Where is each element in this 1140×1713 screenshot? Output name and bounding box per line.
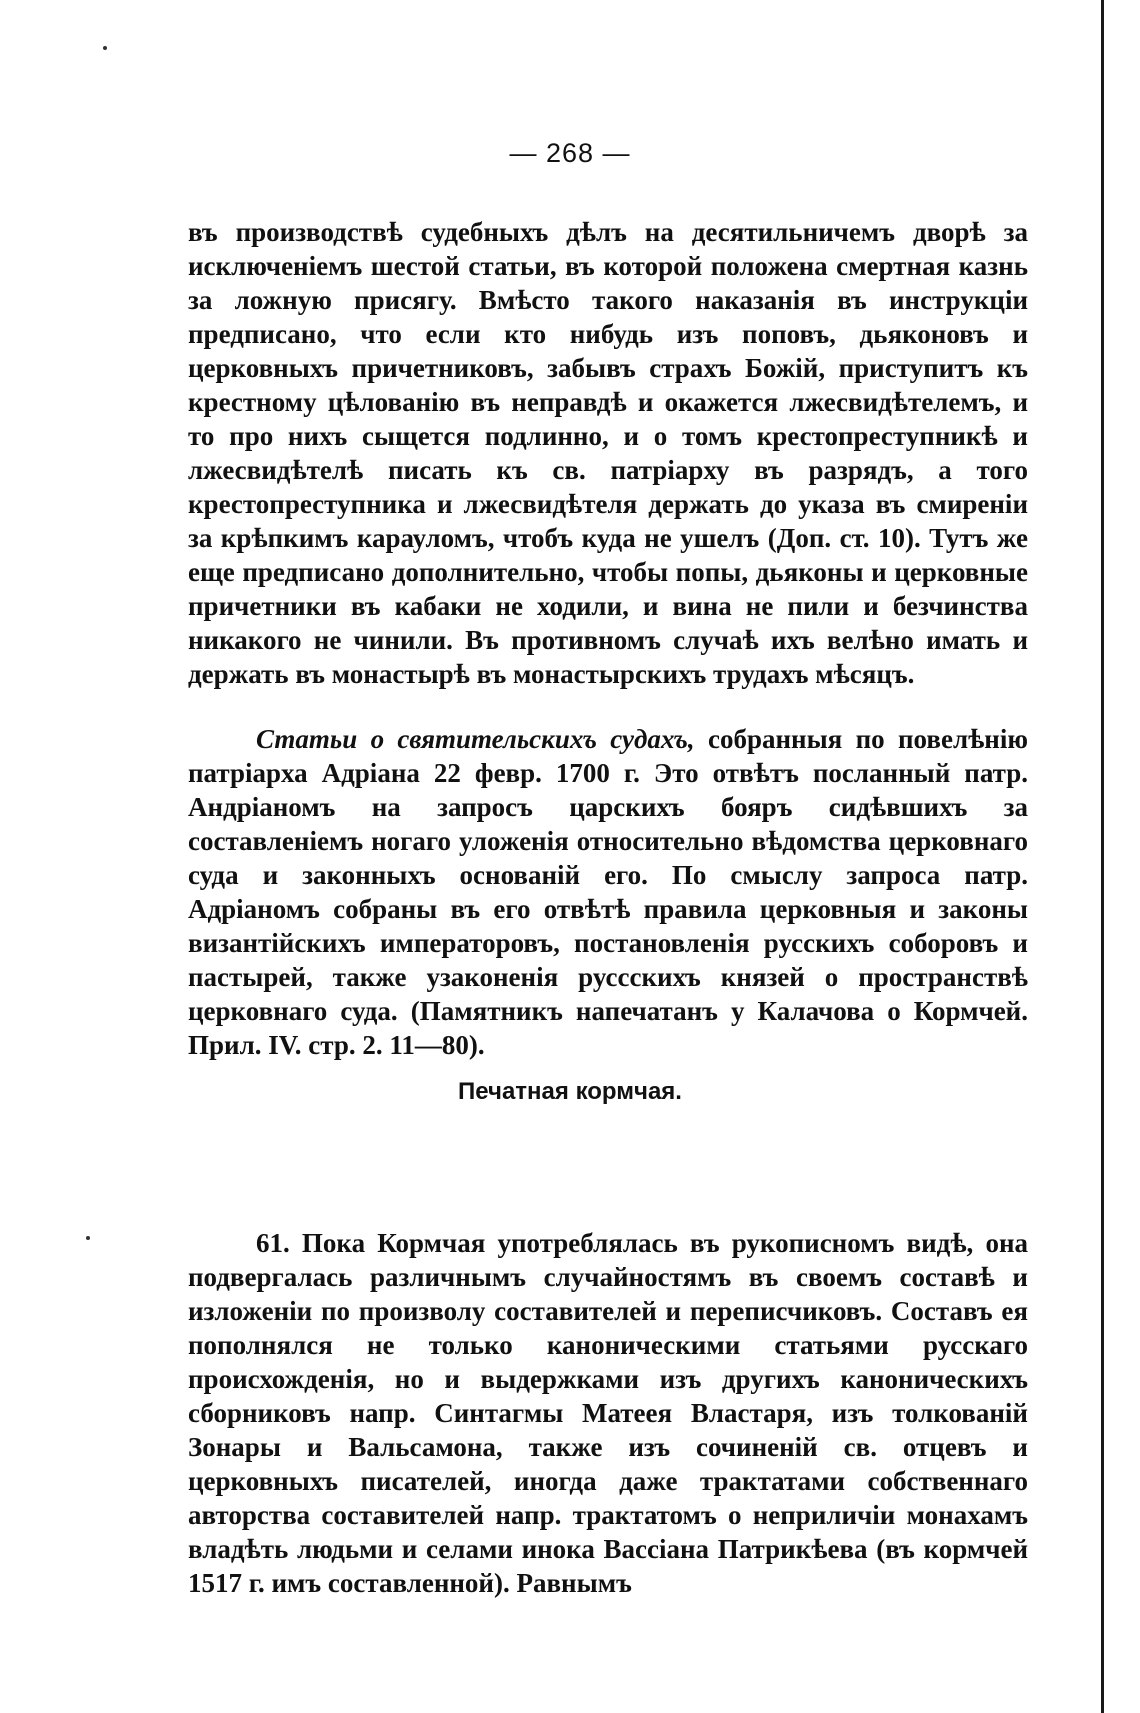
paragraph-2-title: Статьи о святительскихъ судахъ,	[256, 724, 695, 754]
paragraph-2	[188, 722, 1028, 1062]
paragraph-2-text: собранныя по повелѣнію патріарха Адріана 22 февр. 1700 г. Это отвѣтъ посланный патр. Андріаномъ на запросъ царскихъ бояръ сидѣвшихъ за составленіемъ нoгаго уложенія относительно вѣдомства церковнаго суда и законныхъ основаній его. По смыслу запроса патр. Адріаномъ собраны въ его отвѣтѣ правила церковныя и законы византійскихъ императоровъ, постановленія русскихъ соборовъ и пастырей, также узаконенія руссскихъ князей о пространствѣ церковнаго суда. (Памятникъ напечатанъ у Калачова о Кормчей. Прил. IV. стр. 2. 11—80).	[188, 724, 1028, 1060]
section-heading: Печатная кормчая.	[458, 1078, 682, 1105]
page-number: — 268 —	[509, 138, 631, 168]
scan-speck	[103, 46, 107, 50]
paragraph-61: 61. Пока Кормчая употреблялась въ рукописномъ видѣ, она подвергалась различнымъ случайностямъ въ своемъ составѣ и изложеніи по произволу составителей и переписчиковъ. Составъ ея пополнялся не только каноническими статьями русскаго происхожденія, но и выдержками изъ другихъ каноническихъ сборниковъ напр. Синтагмы Матеея Властаря, изъ толкованій Зонары и Вальсамона, также изъ сочиненій св. отцевъ и церковныхъ писателей, иногда даже трактатами собственнаго авторства составителей напр. трактатомъ о неприличіи монахамъ владѣть людьми и селами инока Вассіана Патрикѣева (въ кормчей 1517 г. имъ составленной). Равнымъ	[188, 1228, 1028, 1598]
scan-speck	[86, 1236, 90, 1240]
paragraph-1: въ производствѣ судебныхъ дѣлъ на десятильничемъ дворѣ за исключеніемъ шестой статьи, въ которой положена смертная казнь за ложную присягу. Вмѣсто такого наказанія въ инструкціи предписано, что если кто нибудь изъ поповъ, дьяконовъ и церковныхъ причетниковъ, забывъ страхъ Божій, приступитъ къ крестному цѣлованію въ неправдѣ и окажется лжесвидѣтелемъ, и то про нихъ сыщется подлинно, и о томъ крестопреступникѣ и лжесвидѣтелѣ писать къ св. патріарху въ разрядъ, а того крестопреступника и лжесвидѣтеля держать до указа въ смиреніи за крѣпкимъ карауломъ, чтобъ куда не ушелъ (Доп. ст. 10). Тутъ же еще предписано дополнительно, чтобы попы, дьяконы и церковные причетники въ кабаки не ходили, и вина не пили и безчинства никакого не чинили. Въ противномъ случаѣ ихъ велѣно имать и держать въ монастырѣ въ монастырскихъ трудахъ мѣсяцъ.	[188, 217, 1028, 689]
scan-edge-line	[1101, 0, 1104, 1713]
